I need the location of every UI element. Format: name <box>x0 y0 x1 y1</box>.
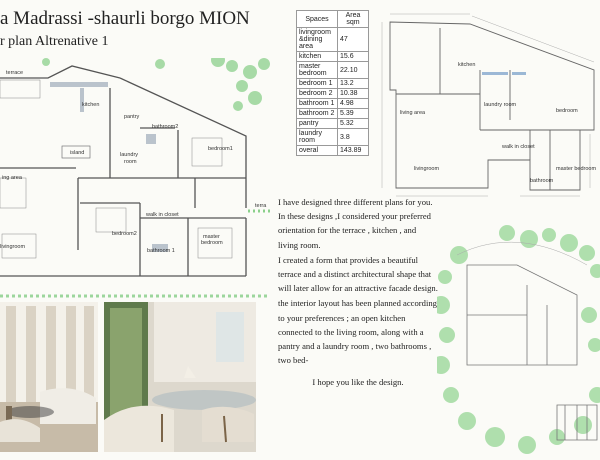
plan2-label-laundry: laundry room <box>484 102 517 108</box>
floor-plan-main <box>0 58 270 298</box>
plan1-label-bathroom2: bathroom2 <box>152 124 179 130</box>
area-table <box>296 10 369 156</box>
space-cell: laundry room <box>297 129 338 146</box>
plan1-label-living-area: ing area <box>2 175 22 181</box>
space-cell: master bedroom <box>297 62 338 79</box>
table-row <box>297 62 369 79</box>
table-row <box>297 89 369 99</box>
plan2-label-walk-in-closet: walk in closet <box>502 144 535 150</box>
plan1-label-room: room <box>124 159 137 165</box>
plan2-label-bedroom: bedroom <box>556 108 578 114</box>
area-cell: 47 <box>338 28 369 52</box>
plan1-label-walk-in-closet: walk in closet <box>146 212 179 218</box>
design-description <box>278 195 438 391</box>
table-row <box>297 129 369 146</box>
area-table-header-area: Area sqm <box>338 11 369 28</box>
table-row <box>297 28 369 52</box>
table-row <box>297 109 369 119</box>
plan1-label-terra: terra <box>255 203 267 209</box>
plan2-label-living-area: living area <box>400 110 426 116</box>
plan1-label-bedroom: bedroom <box>201 240 223 246</box>
space-cell: bathroom 2 <box>297 109 338 119</box>
table-row <box>297 119 369 129</box>
description-paragraph: I have designed three different plans for you. In these designs ,I considered your preferred orientation for the terrace , kitchen , and living room. <box>278 197 433 250</box>
plan1-label-terrace: terrace <box>6 70 24 76</box>
description-paragraph: I created a form that provides a beautiful terrace and a distinct architectural shape that will later allow for an attractive facade design. <box>278 254 438 294</box>
plan1-label-bathroom1: bathroom 1 <box>147 248 175 254</box>
plan1-label-kitchen: kitchen <box>82 102 100 108</box>
space-cell: overal <box>297 146 338 156</box>
space-cell: bedroom 1 <box>297 79 338 89</box>
page-subtitle: r plan Altrenative 1 <box>0 34 109 49</box>
space-cell: bathroom 1 <box>297 99 338 109</box>
plan2-label-master-bedroom: master bedroom <box>556 166 597 172</box>
area-table-header-spaces: Spaces <box>297 11 338 28</box>
site-plan <box>437 225 600 460</box>
plan2-label-kitchen: kitchen <box>458 62 476 68</box>
plan1-label-pantry: pantry <box>124 114 140 120</box>
plan1-label-island: island <box>70 150 85 156</box>
area-cell: 4.98 <box>338 99 369 109</box>
area-cell: 10.38 <box>338 89 369 99</box>
plan1-label-bedroom2: bedroom2 <box>112 231 137 237</box>
space-cell: bedroom 2 <box>297 89 338 99</box>
interior-photo-living <box>0 302 98 452</box>
table-row <box>297 79 369 89</box>
area-table-header <box>297 11 369 28</box>
area-cell: 5.32 <box>338 119 369 129</box>
floor-plan-dimensioned <box>380 10 598 198</box>
plan1-label-master: master <box>203 234 220 240</box>
description-closing: I hope you like the design. <box>312 377 404 388</box>
table-row <box>297 99 369 109</box>
plan2-label-livingroom: livingroom <box>414 166 440 172</box>
plan1-label-bedroom1: bedroom1 <box>208 146 233 152</box>
plan1-label-livingroom: livingroom <box>0 244 26 250</box>
area-cell: 143.89 <box>338 146 369 156</box>
table-row <box>297 146 369 156</box>
interior-photo-dining <box>104 302 256 452</box>
area-cell: 15.6 <box>338 52 369 62</box>
space-cell: pantry <box>297 119 338 129</box>
plan1-label-laundry: laundry <box>120 152 139 158</box>
table-row <box>297 52 369 62</box>
plan2-label-bathroom: bathroom <box>530 178 554 184</box>
space-cell: livingroom &dining area <box>297 28 338 52</box>
area-cell: 22.10 <box>338 62 369 79</box>
area-cell: 13.2 <box>338 79 369 89</box>
page-title: a Madrassi -shaurli borgo MION <box>0 8 250 29</box>
area-cell: 5.39 <box>338 109 369 119</box>
area-cell: 3.8 <box>338 129 369 146</box>
description-paragraph: the interior layout has been planned according to your preferences ; an open kitchen connected to the living room, along with a pantry and a laundry room , two bathrooms , two bed- <box>278 298 437 366</box>
space-cell: kitchen <box>297 52 338 62</box>
